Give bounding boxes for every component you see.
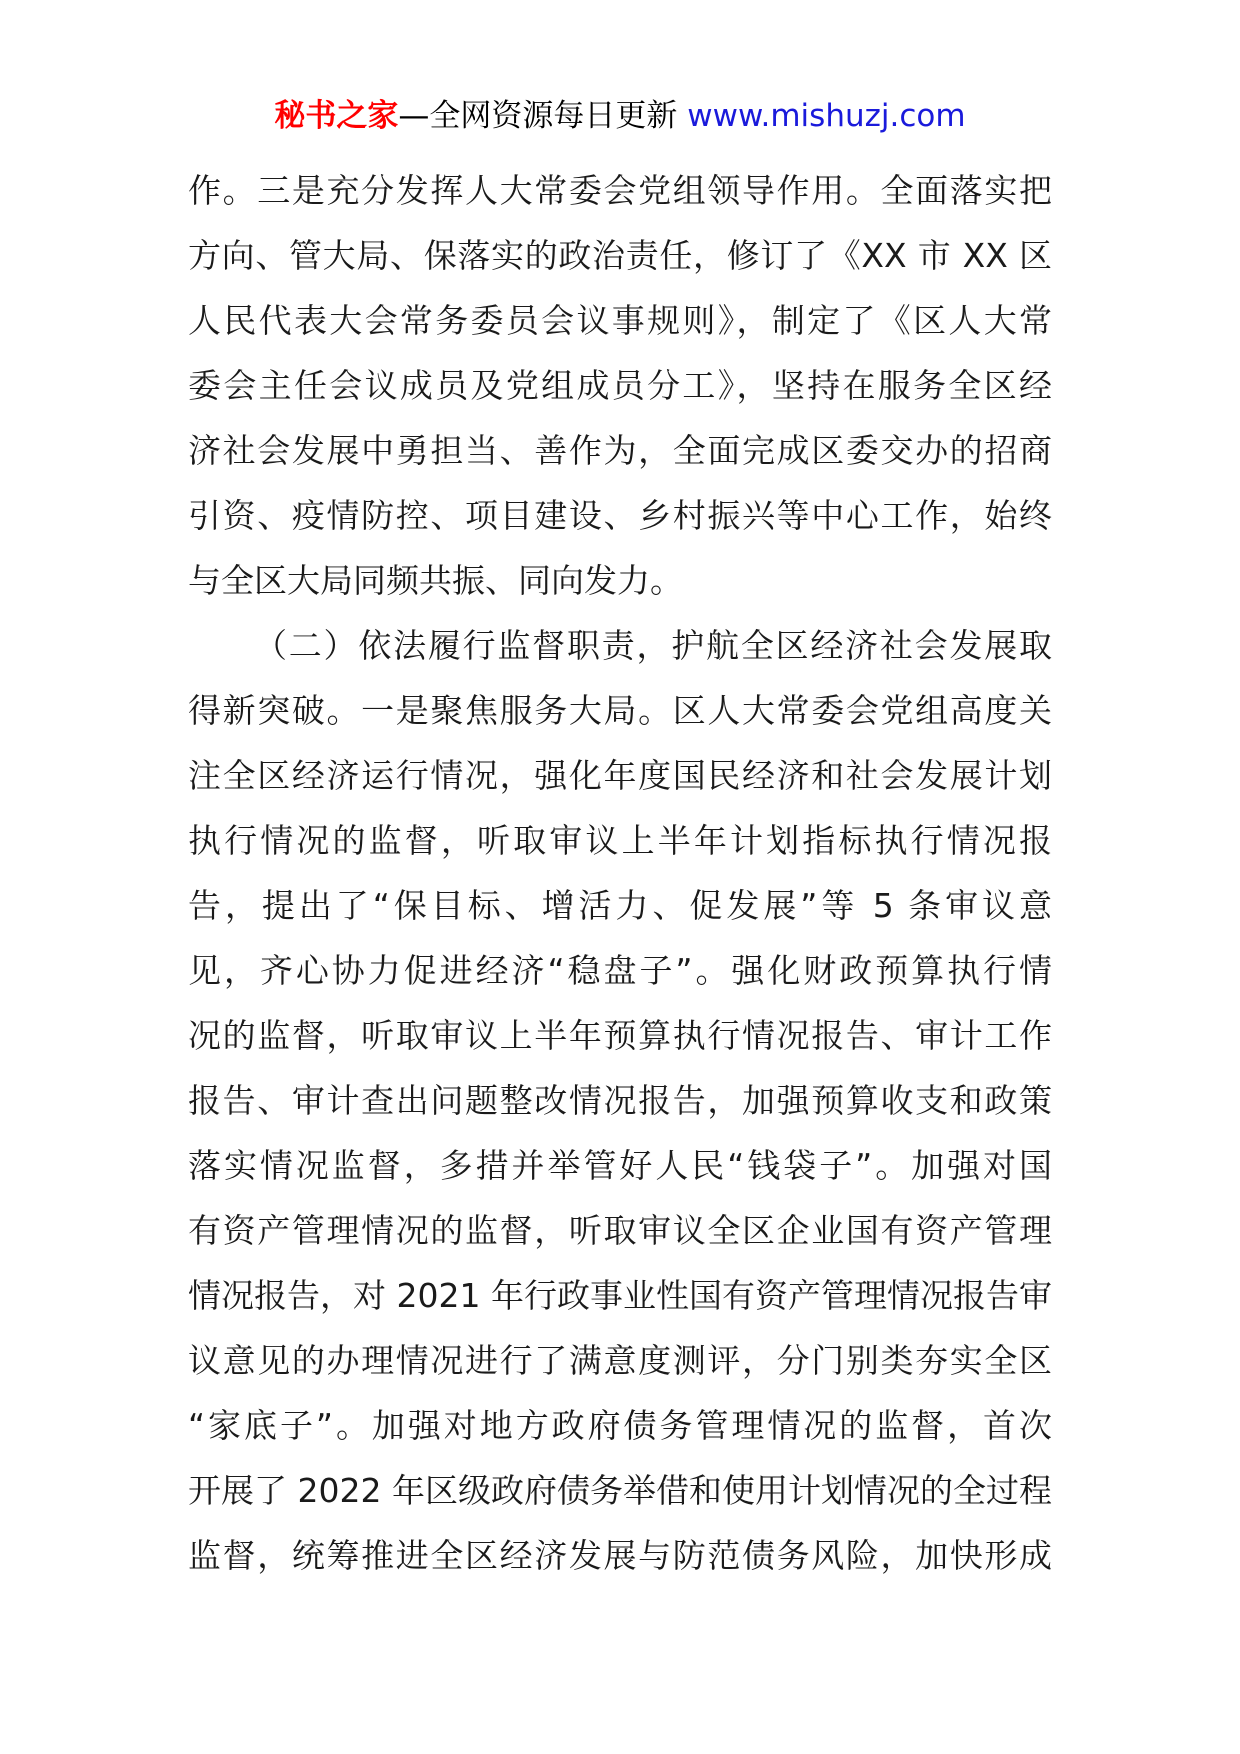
text-line: （二）依法履行监督职责，护航全区经济社会发展取: [254, 626, 1052, 665]
text-line: 况的监督，听取审议上半年预算执行情况报告、审计工作: [188, 1016, 1052, 1055]
text-line: 情况报告，对 2021 年行政事业性国有资产管理情况报告审: [188, 1276, 1052, 1315]
document-body: [188, 158, 1052, 1588]
text-line: 议意见的办理情况进行了满意度测评，分门别类夯实全区: [188, 1341, 1052, 1380]
text-line: 落实情况监督，多措并举管好人民“钱袋子”。加强对国: [188, 1146, 1052, 1185]
text-line: 监督，统筹推进全区经济发展与防范债务风险，加快形成: [188, 1536, 1052, 1575]
text-line: 告，提出了“保目标、增活力、促发展”等 5 条审议意: [188, 886, 1052, 925]
paragraph: [188, 613, 1052, 1588]
text-line: 执行情况的监督，听取审议上半年计划指标执行情况报: [188, 821, 1052, 860]
text-line: 人民代表大会常务委员会议事规则》，制定了《区人大常: [188, 301, 1052, 340]
paragraph: [188, 158, 1052, 613]
text-line: 与全区大局同频共振、同向发力。: [188, 561, 683, 600]
text-line: “家底子”。加强对地方政府债务管理情况的监督，首次: [188, 1406, 1052, 1445]
header-tagline: —全网资源每日更新: [398, 98, 678, 134]
text-line: 见，齐心协力促进经济“稳盘子”。强化财政预算执行情: [188, 951, 1052, 990]
text-line: 开展了 2022 年区级政府债务举借和使用计划情况的全过程: [188, 1471, 1052, 1510]
brand-name: 秘书之家: [274, 98, 399, 134]
text-line: 方向、管大局、保落实的政治责任，修订了《XX 市 XX 区: [188, 236, 1052, 275]
text-line: 得新突破。一是聚焦服务大局。区人大常委会党组高度关: [188, 691, 1052, 730]
text-line: 注全区经济运行情况，强化年度国民经济和社会发展计划: [188, 756, 1052, 795]
site-header: [0, 96, 1240, 136]
text-line: 引资、疫情防控、项目建设、乡村振兴等中心工作，始终: [188, 496, 1052, 535]
text-line: 济社会发展中勇担当、善作为，全面完成区委交办的招商: [188, 431, 1052, 470]
text-line: 作。三是充分发挥人大常委会党组领导作用。全面落实把: [188, 171, 1052, 210]
text-line: 有资产管理情况的监督，听取审议全区企业国有资产管理: [188, 1211, 1052, 1250]
site-url-link[interactable]: www.mishuzj.com: [687, 98, 966, 134]
text-line: 委会主任会议成员及党组成员分工》，坚持在服务全区经: [188, 366, 1052, 405]
text-line: 报告、审计查出问题整改情况报告，加强预算收支和政策: [188, 1081, 1052, 1120]
